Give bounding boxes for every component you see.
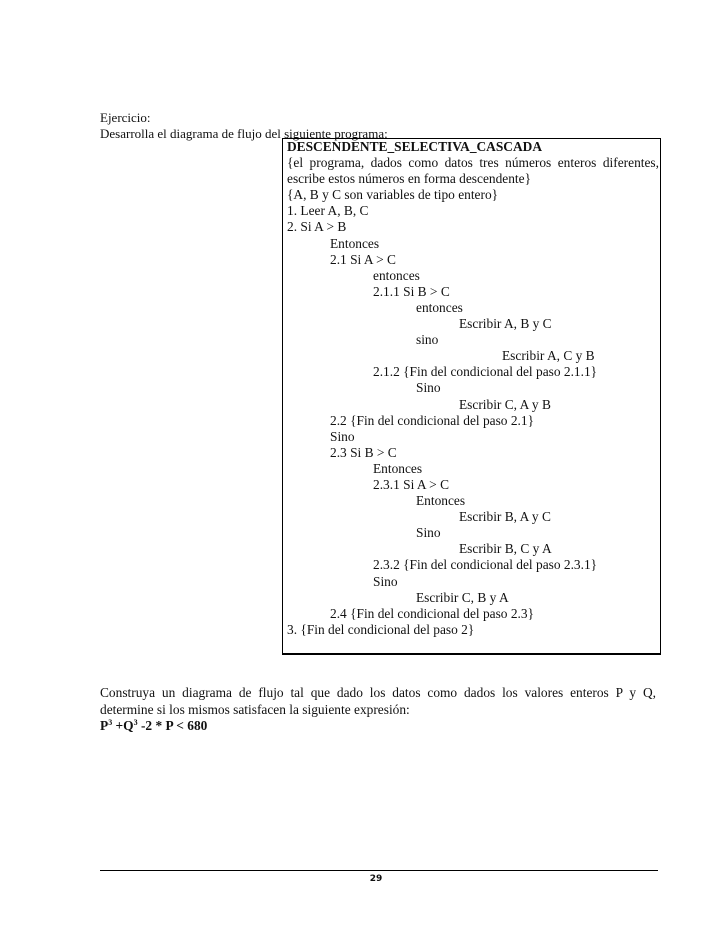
program-line: 1. Leer A, B, C [287, 203, 369, 219]
inequality-expression [100, 718, 656, 735]
program-line: Escribir B, A y C [459, 509, 551, 525]
program-line: Sino [330, 428, 355, 444]
program-line: Sino [373, 573, 398, 589]
second-exercise [100, 685, 656, 735]
program-line: Sino [416, 380, 441, 396]
expression-rest: -2 * P < 680 [140, 718, 208, 733]
expression-q: +Q [115, 718, 134, 733]
program-line: 2.1.2 {Fin del condicional del paso 2.1.1} [373, 364, 598, 380]
program-line: 2.3.1 Si A > C [373, 476, 450, 492]
program-line: Escribir A, C y B [502, 348, 595, 364]
program-line: Escribir A, B y C [459, 316, 552, 332]
program-title: DESCENDENTE_SELECTIVA_CASCADA [287, 139, 542, 154]
program-line: Escribir C, B y A [416, 589, 509, 605]
exercise-label: Ejercicio: [100, 110, 151, 125]
program-line: escribe estos números en forma descendente} [287, 171, 532, 187]
program-line: entonces [373, 267, 420, 283]
expression-q-exponent: 3 [133, 718, 138, 727]
page-number: 29 [369, 874, 383, 884]
program-line: {el programa, dados como datos tres números enteros diferentes, [287, 155, 659, 171]
program-line: Entonces [416, 493, 466, 509]
expression-p-exponent: 3 [108, 718, 113, 727]
expression-p: P [100, 718, 109, 733]
program-line: Escribir C, A y B [459, 396, 551, 412]
program-line: Escribir B, C y A [459, 541, 552, 557]
program-line: 2.3.2 {Fin del condicional del paso 2.3.1} [373, 557, 598, 573]
program-code [287, 139, 659, 638]
program-line: 2.1.1 Si B > C [373, 283, 450, 299]
exercise-instruction: Desarrolla el diagrama de flujo del siguiente programa: [100, 126, 388, 141]
exercise2-line-1: Construya un diagrama de flujo tal que dado los datos como dados los valores enteros P y Q, [100, 685, 656, 700]
program-line: 3. {Fin del condicional del paso 2} [287, 621, 475, 637]
program-line: 2.4 {Fin del condicional del paso 2.3} [330, 605, 535, 621]
program-line: 2. Si A > B [287, 219, 347, 235]
program-line: 2.3 Si B > C [330, 444, 397, 460]
program-line: {A, B y C son variables de tipo entero} [287, 187, 499, 203]
exercise2-line-2: determine si los mismos satisfacen la siguiente expresión: [100, 701, 410, 717]
program-line: 2.2 {Fin del condicional del paso 2.1} [330, 412, 535, 428]
program-line: entonces [416, 299, 463, 315]
program-line: Entonces [373, 460, 423, 476]
footer-rule [100, 870, 658, 871]
program-line: Entonces [330, 235, 380, 251]
program-line: sino [416, 332, 439, 348]
program-line: 2.1 Si A > C [330, 251, 396, 267]
program-line: Sino [416, 525, 441, 541]
